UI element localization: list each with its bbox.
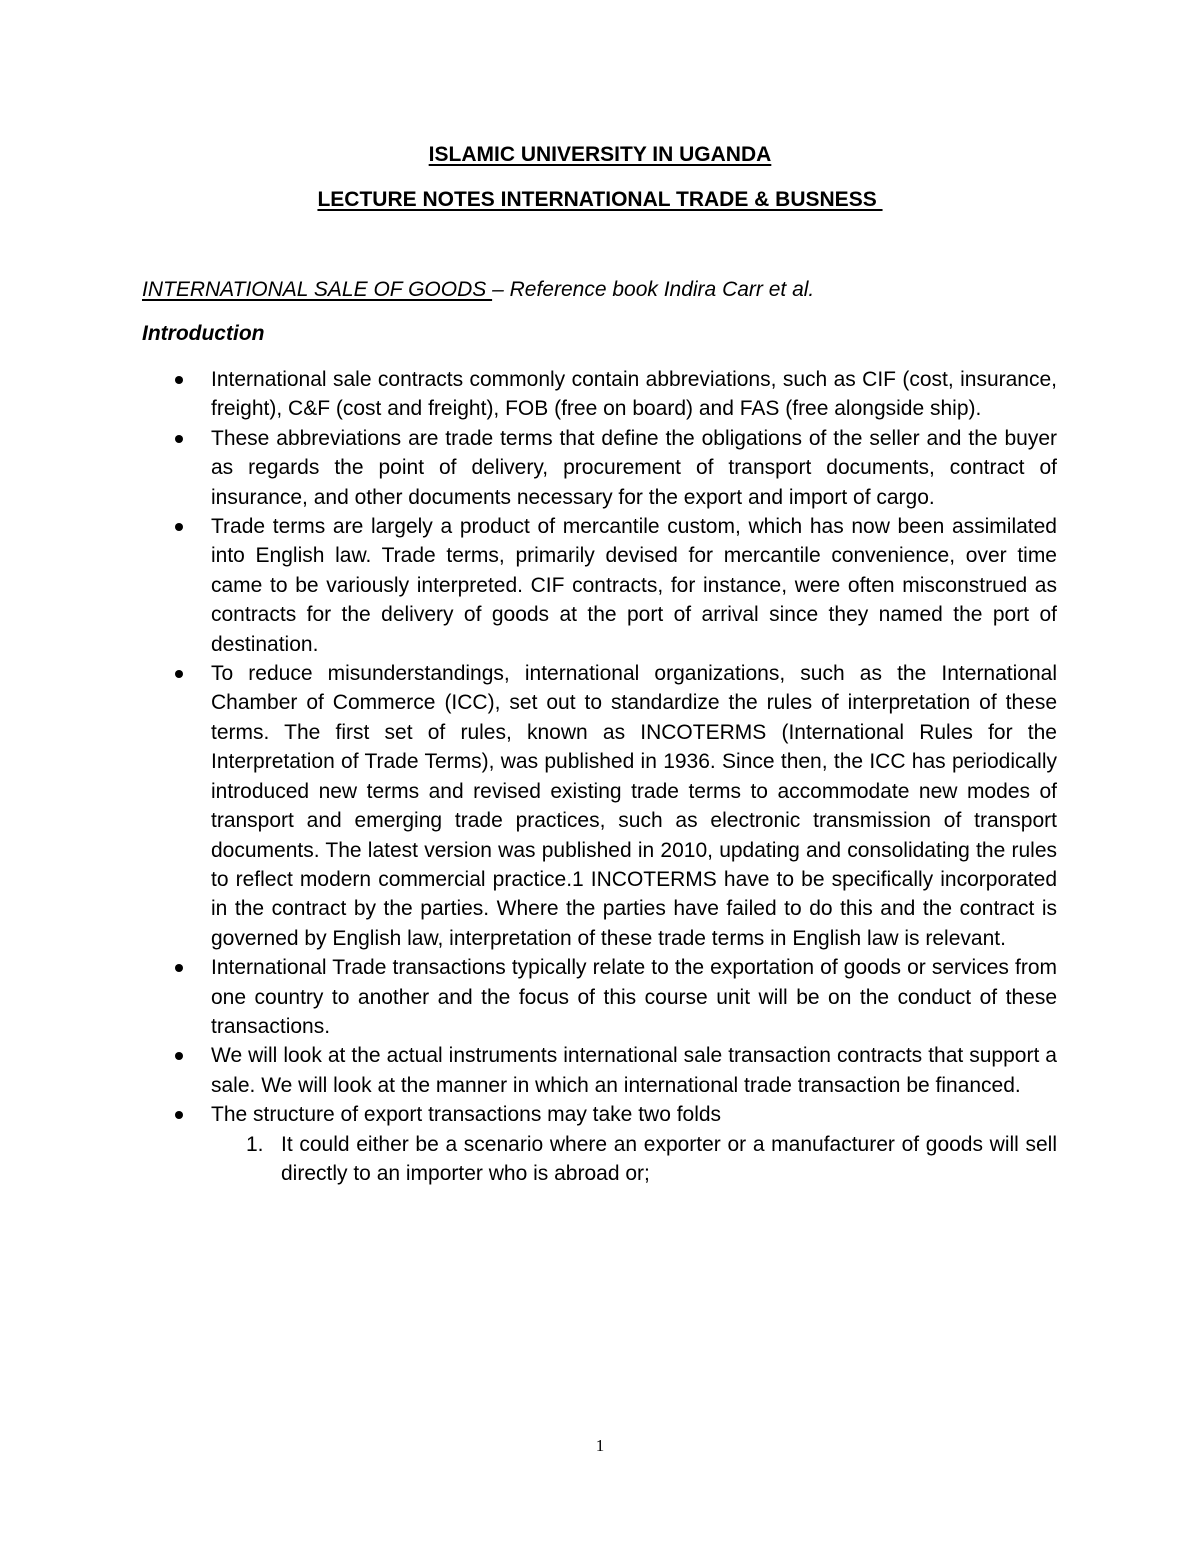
bullet-text: To reduce misunderstandings, international organizations, such as the International Chamber of Commerce (ICC), set out to standardize the rules of interpretation of these terms. The first set of rules, known as INCOTERMS (International Rules for the Interpretation of Trade Terms), was published in 1936. Since then, the ICC has periodically introduced new terms and revised existing trade terms to accommodate new modes of transport and emerging trade practices, such as electronic transmission of transport documents. The latest version was published in 2010, updating and consolidating the rules to reflect modern commercial practice.1 INCOTERMS have to be specifically incorporated in the contract by the parties. Where the parties have failed to do this and the contract is governed by English law, interpretation of these trade terms in English law is relevant. <box>211 662 1057 950</box>
lecture-notes-title: LECTURE NOTES INTERNATIONAL TRADE & BUSNESS <box>317 188 883 211</box>
bullet-item <box>0 1100 1057 1188</box>
bullet-item <box>0 365 1057 424</box>
bullet-item <box>0 659 1057 953</box>
bullet-item <box>0 512 1057 659</box>
university-title: ISLAMIC UNIVERSITY IN UGANDA <box>428 143 772 166</box>
bullet-dot-icon <box>175 1052 183 1060</box>
bullet-dot-icon <box>175 670 183 678</box>
reference-book: – Reference book Indira Carr et al. <box>492 278 815 301</box>
introduction-bullet-list <box>0 365 1200 1188</box>
numbered-sub-list <box>211 1130 1057 1189</box>
bullet-dot-icon <box>175 523 183 531</box>
bullet-text: These abbreviations are trade terms that define the obligations of the seller and the buyer as regards the point of delivery, procurement of transport documents, contract of insurance, and other documents necessary for the export and import of cargo. <box>211 426 1057 509</box>
bullet-dot-icon <box>175 1111 183 1119</box>
bullet-dot-icon <box>175 964 183 972</box>
page-number: 1 <box>595 1436 605 1455</box>
reference-topic: INTERNATIONAL SALE OF GOODS <box>142 278 493 301</box>
bullet-text: International Trade transactions typically relate to the exportation of goods or services from one country to another and the focus of this course unit will be on the conduct of these transactions. <box>211 956 1057 1038</box>
bullet-text: The structure of export transactions may take two folds <box>211 1103 722 1127</box>
bullet-item <box>0 953 1057 1041</box>
bullet-dot-icon <box>175 435 183 443</box>
numbered-list-item <box>211 1130 1057 1189</box>
list-item-text: It could either be a scenario where an exporter or a manufacturer of goods will sell directly to an importer who is abroad or; <box>281 1132 1057 1185</box>
bullet-text: International sale contracts commonly contain abbreviations, such as CIF (cost, insurance, freight), C&F (cost and freight), FOB (free on board) and FAS (free alongside ship). <box>211 368 1057 421</box>
bullet-text: Trade terms are largely a product of mercantile custom, which has now been assimilated into English law. Trade terms, primarily devised for mercantile convenience, over time came to be variously interpreted. CIF contracts, for instance, were often misconstrued as contracts for the delivery of goods at the port of arrival since they named the port of destination. <box>211 515 1057 656</box>
bullet-dot-icon <box>175 376 183 384</box>
bullet-item <box>0 424 1057 512</box>
list-item-number: 1. <box>246 1132 264 1156</box>
section-heading-introduction: Introduction <box>142 322 265 345</box>
bullet-text: We will look at the actual instruments international sale transaction contracts that support a sale. We will look at the manner in which an international trade transaction be financed. <box>211 1044 1057 1097</box>
bullet-item <box>0 1041 1057 1100</box>
reference-line <box>142 278 814 302</box>
